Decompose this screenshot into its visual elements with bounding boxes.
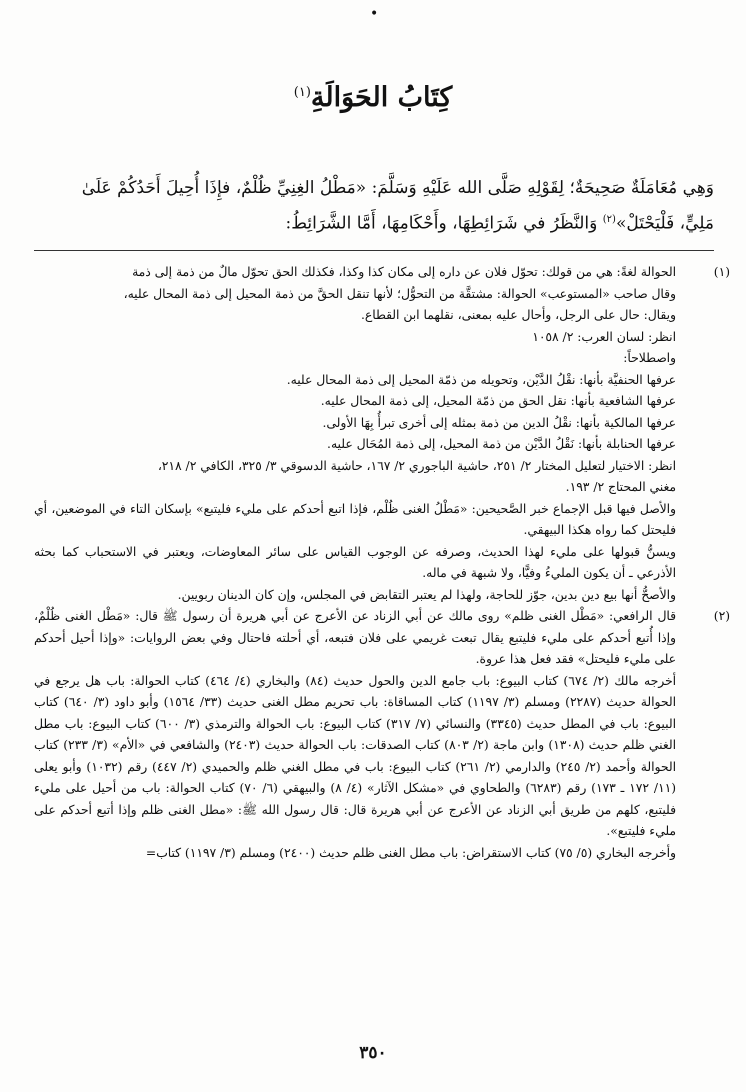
footnote-divider [34,250,714,251]
footnote-line: والأصحُّ أنها بيع دين بدين، جوّز للحاجة، ولهذا لم يعتبر التقابض في المجلس، وإن كان الدينان ربويين. [177,587,676,602]
footnote-line: أخرجه مالك (٢/ ٦٧٤) كتاب البيوع: باب جامع الدين والحول حديث (٨٤) والبخاري (٤/ ٤٦٤) كتاب الحوالة: باب هل يرجع في الحوالة حديث (٢٢٨٧) ومسلم (٣/ ١١٩٧) كتاب المساقاة: باب تحريم مطل الغنى حديث (٣٣/ ١٥٦٤) وأبو داود (٣/ ٦٤٠) كتاب البيوع: باب في المطل حديث (٣٣٤٥) والنسائي (٧/ ٣١٧) كتاب البيوع: باب الحوالة والترمذي (٣/ ٦٠٠) كتاب البيوع: باب مطل الغني ظلم حديث (١٣٠٨) وابن ماجة (٢/ ٨٠٣) كتاب الصدقات: باب الحوالة حديث (٢٤٠٣) والشافعي في «الأم» (٣/ ٢٣٣) كتاب الحوالة وأحمد (٢/ ٢٤٥) والدارمي (٢/ ٢٦١) كتاب البيوع: باب في مطل الغني ظلم والحميدي (٢/ ٤٤٧) رقم (١٠٣٢) وأبو يعلى (١١/ ١٧٢ ـ ١٧٣) رقم (٦٢٨٣) والطحاوي في «مشكل الآثار» (٤/ ٨) والبيهقي (٦/ ٧٠) كتاب الحوالة: باب من أحيل على مليء فليتبع، كلهم من طريق أبي الزناد عن الأعرج عن أبي هريرة قال: قال رسول الله ﷺ: «مطل الغنى ظلم وإذا أتبع أحدكم على مليء فليتبع». [34,673,677,838]
footnote-line: انظر: لسان العرب: ٢/ ١٠٥٨ [532,329,676,344]
footnote-line: مغني المحتاج ٢/ ١٩٣. [565,480,676,494]
footnote-number: (١) [713,265,730,279]
page-number: ٣٥٠ [359,1043,387,1063]
footnote-line: وقال صاحب «المستوعب» الحوالة: مشتقَّة من التحوُّل؛ لأنها تنقل الحقَّ من ذمة المحيل إلى ذمة المحال عليه، [123,286,676,301]
footnote-line: عرفها المالكية بأنها: نقْلُ الدين من ذمة بمثله إلى أخرى تبرأُ بِهَا الأولى. [322,415,676,430]
top-mark: • [370,6,379,22]
footnote-line: عرفها الحنفيَّة بأنها: نقْلُ الدَّيْن، وتحويله من ذمّة المحيل إلى ذمة المحال عليه. [286,372,676,387]
footnote-line: واصطلاحاً: [623,351,676,365]
footnote-number: (٢) [713,609,730,623]
main-text-segment: مَلِيٍّ، فَلْيَحْتَلْ» [615,213,714,234]
main-text-line [34,204,714,240]
main-text-segment: وَالنَّظَرُ في شَرَائِطِهَا، وأَحْكَامِهَا، أَمَّا الشَّرَائِطُ: [285,213,603,234]
chapter-title-text: كِتَابُ الحَوَالَةِ [310,82,453,113]
footnote-line: انظر: الاختيار لتعليل المختار ٢/ ٢٥١، حاشية الباجوري ٢/ ١٦٧، حاشية الدسوقي ٣/ ٣٢٥، الكافي ٢/ ٢١٨، [157,458,676,473]
title-footnote-ref: (١) [293,85,311,100]
footnote-ref: (٢) [602,214,616,225]
footnote-line: قال الرافعي: «مَطْل الغنى ظلم» روى مالك عن أبي الزناد عن الأعرج عن أبي هريرة أن رسول ﷺ قال: «مَطْل الغنى ظُلْمٌ، وإذا أُتبع أحدكم على مليء فليتبع يقال تبعت غريمي على فلان فتبعه، أي أحلته فاحتال وفي بعض الروايات: «وإذا أحيل أحدكم على مليء فليحتل» فقد فعل هذا عروة. [34,609,676,666]
footnote-line: والأصل فيها قبل الإجماع خبر الصَّحيحين: «مَطْلُ الغنى ظُلْم، فإذا اتبع أحدكم على مليء فليتبع» بإسكان التاء في الموضعين، أي فليحتل كما رواه هكذا البيهقي. [34,501,676,537]
main-text [34,172,714,240]
footnote-line: الحوالة لغةً: هي من قولك: تحوّل فلان عن داره إلى مكان كذا وكذا، فكذلك الحق تحوّل مالٌ من ذمة إلى ذمة [132,265,676,279]
footnote-line: وأخرجه البخاري (٥/ ٧٥) كتاب الاستقراض: باب مطل الغنى ظلم حديث (٢٤٠٠) ومسلم (٣/ ١١٩٧) كتاب= [145,845,676,860]
footnote-line: ويقال: حال على الرجل، وأحال عليه بمعنى، نقلهما ابن القطاع. [361,308,676,322]
footnote-line: عرفها الحنابلة بأنها: نَقْلُ الدَّيْن من ذمة المحيل، إلى ذمة المُحَال عليه. [327,437,676,451]
footnote-1 [34,262,730,606]
main-text-line: وَهِي مُعَامَلَةٌ صَحِيحَةٌ؛ لِقَوْلِهِ صَلَّى الله عَلَيْهِ وَسَلَّمَ: «مَطْلُ الغِنِيِّ ظُلْمٌ، فإِذَا أُحِيلَ أَحَدُكُمْ عَلَىٰ [81,178,714,198]
footnote-line: عرفها الشافعية بأنها: نقل الحق من ذمّة المحيل، إلى ذمة المحال عليه. [320,394,676,408]
footnote-2 [34,606,730,864]
footnotes [34,262,730,864]
footnote-line: ويسنُّ قبولها على مليء لهذا الحديث، وصرفه عن الوجوب القياس على سائر المعاوضات، ويعتبر في الاستحباب كما بحثه الأذرعي ـ أن يكون المليءُ وفيًّا، ولا شبهة في ماله. [34,544,676,580]
chapter-title [0,82,746,113]
